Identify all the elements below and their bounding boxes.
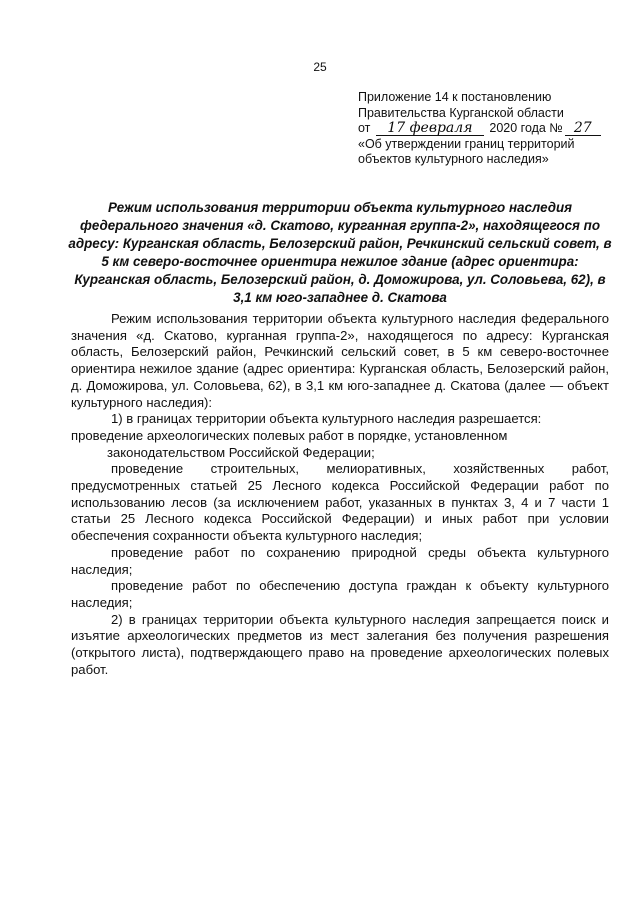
item-1-heading: 1) в границах территории объекта культурного наследия разрешается: (111, 411, 542, 427)
appendix-date-line (358, 121, 608, 137)
item-1-a: проведение археологических полевых работ в порядке, установленном (71, 427, 508, 443)
item-1-b: проведение строительных, мелиоративных, хозяйственных работ, предусмотренных статьей 25 Лесного кодекса Российской Федерации работ по использованию лесов (за исключением работ, указанных в пунктах 3, 4 и 7 части 1 статьи 25 Лесного кодекса Российской Федерации) и иных работ при условии обеспечения сохранности объекта культурного наследия; (71, 461, 609, 544)
item-1-a-cont: законодательством Российской Федерации; (107, 444, 375, 460)
appendix-block (358, 90, 608, 168)
appendix-line-2: Правительства Курганской области (358, 105, 564, 120)
document-title: Режим использования территории объекта культурного наследия федерального значения «д. Скатово, курганная группа-2», находящегося по адресу: Курганская область, Белозерский район, Речкинский сельский совет, в 5 км северо-восточнее ориентира нежилое здание (адрес ориентира: Курганская область, Белозерский район, д. Доможирова, ул. Соловьева, 62), в 3,1 км юго-западнее д. Скатова (68, 200, 612, 305)
item-1-d: проведение работ по обеспечению доступа граждан к объекту культурного наследия; (71, 578, 609, 610)
handwritten-number: 27 (565, 122, 601, 136)
intro-paragraph: Режим использования территории объекта культурного наследия федерального значения «д. Скатово, курганная группа-2», находящегося по адресу: Курганская область, Белозерский район, Речкинский сельский совет, в 5 км северо-восточнее ориентира нежилое здание (адрес ориентира: Курганская область, Белозерский район, д. Доможирова, ул. Соловьева, 62), в 3,1 км юго-западнее д. Скатова (далее — объект культурного наследия): (71, 311, 609, 410)
document-body (71, 311, 609, 678)
appendix-line-4: «Об утверждении границ территорий (358, 136, 575, 151)
item-1-c: проведение работ по сохранению природной среды объекта культурного наследия; (71, 544, 609, 577)
appendix-line-5: объектов культурного наследия» (358, 152, 549, 166)
item-2: 2) в границах территории объекта культурного наследия запрещается поиск и изъятие археологических предметов из мест залегания без получения разрешения (открытого листа), подтверждающего право на проведение археологических полевых работ. (71, 611, 609, 677)
page-number: 25 (313, 60, 327, 74)
handwritten-date: 17 февраля (376, 122, 484, 136)
appendix-year: 2020 года № (489, 121, 563, 135)
appendix-line-1: Приложение 14 к постановлению (358, 90, 552, 104)
appendix-from: от (358, 121, 371, 135)
